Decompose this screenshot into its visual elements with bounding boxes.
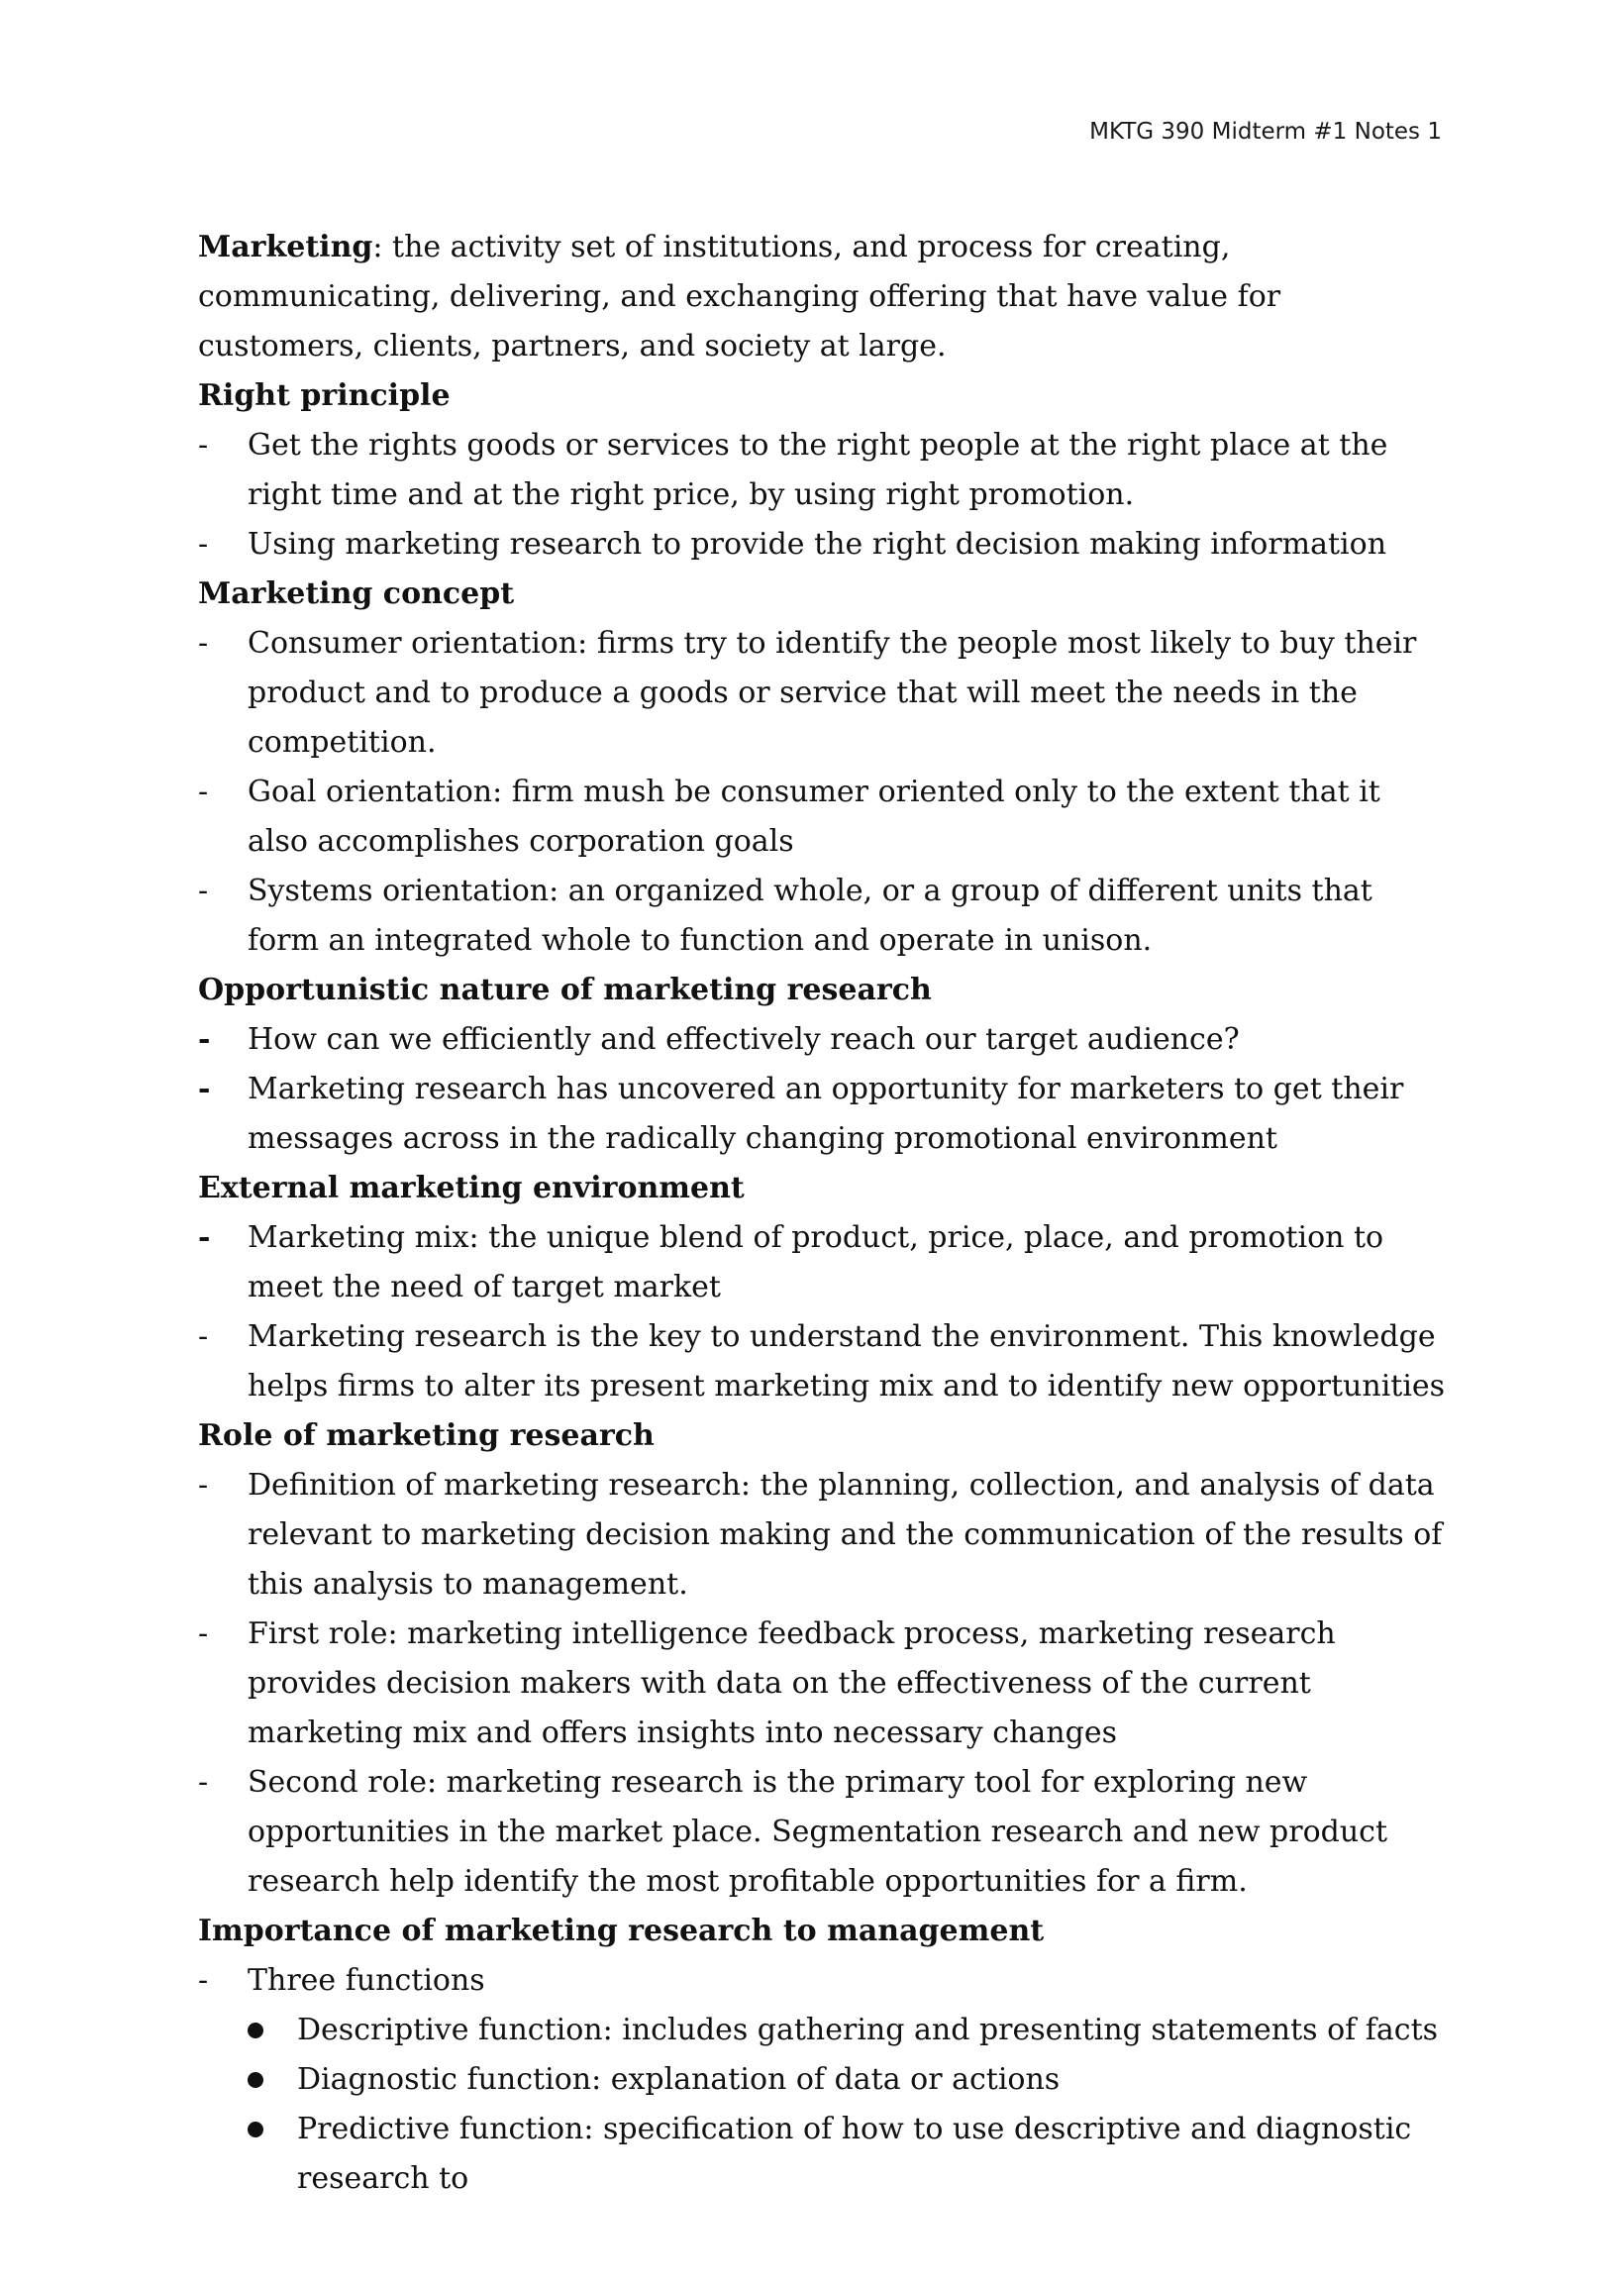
dash-marker: - — [198, 1765, 209, 1800]
document-body — [198, 223, 1446, 2204]
list-item-text: Marketing research has uncovered an opportunity for marketers to get their messages across in the radically changing promotional environment — [248, 1072, 1404, 1156]
section-heading: Importance of marketing research to management — [198, 1914, 1045, 1948]
list-item — [198, 768, 1446, 867]
section-heading: Opportunistic nature of marketing research — [198, 973, 932, 1007]
dash-marker: - — [198, 1022, 211, 1057]
dash-marker: - — [198, 527, 209, 562]
sub-list-item-text: Descriptive function: includes gathering and presenting statements of facts — [297, 2013, 1439, 2047]
sub-list-item-text: Predictive function: specification of how to use descriptive and diagnostic research to — [297, 2112, 1412, 2196]
list-item-text: How can we efficiently and effectively reach our target audience? — [248, 1022, 1240, 1057]
list-item — [198, 1461, 1446, 1610]
list-item-text: Marketing mix: the unique blend of product, price, place, and promotion to meet the need of target market — [248, 1220, 1384, 1304]
section-heading: External marketing environment — [198, 1171, 745, 1205]
sub-list-item-text: Diagnostic function: explanation of data or actions — [297, 2062, 1061, 2097]
list-item — [198, 1610, 1446, 1758]
list-item — [198, 421, 1446, 520]
list-item-text: Definition of marketing research: the planning, collection, and analysis of data relevant to marketing decision making and the communication of the results of this analysis to management. — [248, 1468, 1443, 1602]
intro-text: : the activity set of institutions, and process for creating, communicating, delivering, and exchanging offering that have value for customers, clients, partners, and society at large. — [198, 230, 1281, 364]
list-item-text: Using marketing research to provide the right decision making information — [248, 527, 1387, 562]
list-item-text: Systems orientation: an organized whole, or a group of different units that form an integrated whole to function and operate in unison. — [248, 874, 1372, 958]
intro-paragraph — [198, 223, 1446, 371]
list-item-text: Second role: marketing research is the primary tool for exploring new opportunities in the market place. Segmentation research and new product research help identify the most profitable opportunities for a firm. — [248, 1765, 1388, 1899]
list-item — [198, 520, 1446, 570]
bullet-icon — [248, 2072, 263, 2088]
section-heading: Marketing concept — [198, 576, 515, 611]
list-item — [198, 1758, 1446, 1907]
dash-marker: - — [198, 1616, 209, 1651]
list-item — [198, 1956, 1446, 2006]
page-header: MKTG 390 Midterm #1 Notes 1 — [1089, 119, 1442, 145]
list-item-text: Goal orientation: firm mush be consumer oriented only to the extent that it also accomplishes corporation goals — [248, 775, 1380, 859]
dash-marker: - — [198, 626, 209, 661]
list-item — [198, 619, 1446, 768]
section-heading: Right principle — [198, 378, 451, 413]
bullet-icon — [248, 2122, 263, 2137]
sub-list-item — [198, 2105, 1446, 2204]
list-item — [198, 1213, 1446, 1312]
dash-marker: - — [198, 1319, 209, 1354]
dash-marker: - — [198, 1220, 211, 1255]
bullet-icon — [248, 2023, 263, 2038]
list-item — [198, 867, 1446, 966]
list-item-text: Three functions — [248, 1963, 485, 1998]
list-item-text: Get the rights goods or services to the right people at the right place at the right time and at the right price, by using right promotion. — [248, 428, 1388, 512]
list-item-text: Marketing research is the key to understand the environment. This knowledge helps firms to alter its present marketing mix and to identify new opportunities — [248, 1319, 1446, 1404]
sub-list-item — [198, 2055, 1446, 2105]
list-item-text: First role: marketing intelligence feedback process, marketing research provides decision makers with data on the effectiveness of the current marketing mix and offers insights into necessary changes — [248, 1616, 1336, 1750]
dash-marker: - — [198, 874, 209, 908]
dash-marker: - — [198, 1963, 209, 1998]
dash-marker: - — [198, 428, 209, 463]
list-item — [198, 1312, 1446, 1411]
dash-marker: - — [198, 775, 209, 809]
dash-marker: - — [198, 1072, 211, 1106]
intro-term: Marketing — [198, 230, 373, 264]
list-item — [198, 1015, 1446, 1065]
list-item-text: Consumer orientation: firms try to identify the people most likely to buy their product and to produce a goods or service that will meet the needs in the competition. — [248, 626, 1417, 760]
sub-list-item — [198, 2006, 1446, 2055]
list-item — [198, 1065, 1446, 1164]
dash-marker: - — [198, 1468, 209, 1503]
section-heading: Role of marketing research — [198, 1418, 655, 1453]
